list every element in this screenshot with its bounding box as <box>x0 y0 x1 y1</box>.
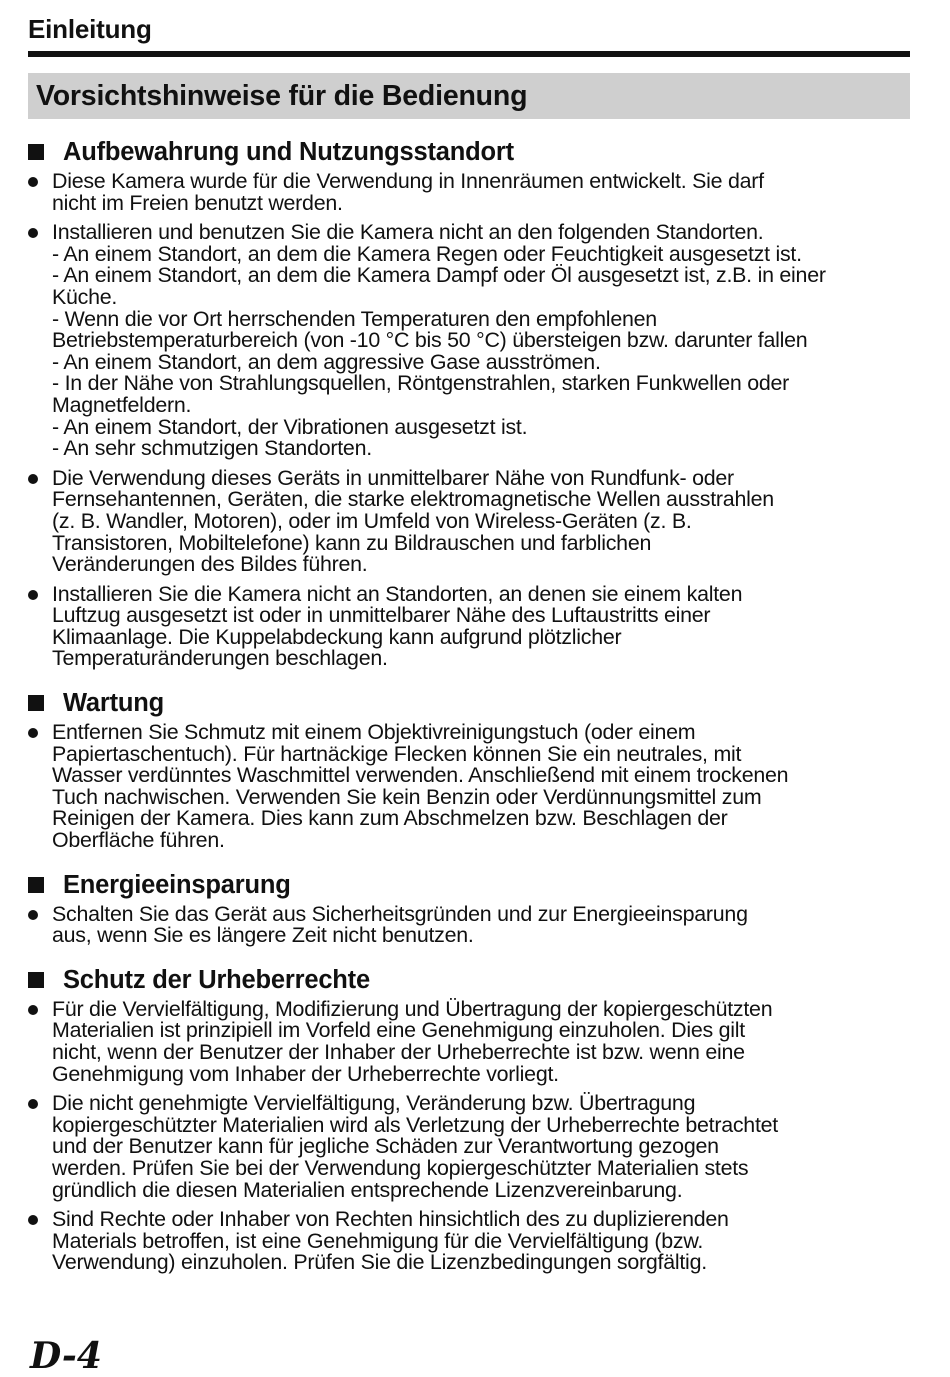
list-item-text: Installieren Sie die Kamera nicht an Standorten, an denen sie einem kalten Luftzug ausgesetzt ist oder in unmittelbarer Nähe des Luftaustritts einer Klimaanlage. Die Kuppelabdeckung kann aufgrund plötzlicher Temperaturänderungen beschlagen. <box>52 581 743 671</box>
list-item <box>28 901 910 948</box>
list-item-text: Diese Kamera wurde für die Verwendung in Innenräumen entwickelt. Sie darf nicht im Freien benutzt werden. <box>52 169 764 215</box>
list-item <box>28 222 910 460</box>
section-copyright <box>28 963 910 1274</box>
bullet-dot-icon <box>28 474 38 484</box>
section-heading <box>28 963 910 997</box>
list-item <box>28 465 910 577</box>
list-item-text: Schalten Sie das Gerät aus Sicherheitsgründen und zur Energieeinsparung aus, wenn Sie es längere Zeit nicht benutzen. <box>52 901 748 948</box>
square-bullet-icon <box>28 972 44 988</box>
bullet-dot-icon <box>28 590 38 600</box>
square-bullet-icon <box>28 144 44 160</box>
section-energy-saving <box>28 868 910 947</box>
page-title-bar <box>28 73 910 119</box>
list-item <box>28 1209 910 1274</box>
page-title: Vorsichtshinweise für die Bedienung <box>36 79 528 112</box>
bullet-dot-icon <box>28 1215 38 1225</box>
page-number: D-4 <box>30 1335 102 1377</box>
list-item <box>28 581 910 671</box>
section-storage-location <box>28 135 910 670</box>
section-heading <box>28 135 910 169</box>
section-heading-text: Energieeinsparung <box>63 870 291 899</box>
list-item-text: Entfernen Sie Schmutz mit einem Objektivreinigungstuch (oder einem Papiertaschentuch). Für hartnäckige Flecken können Sie ein neutrales, mit Wasser verdünntes Waschmittel verwenden. Anschließend mit einem trockenen Tuch nachwischen. Verwenden Sie kein Benzin oder Verdünnungsmittel zum Reinigen der Kamera. Dies kann zum Abschmelzen bzw. Beschlagen der Oberfläche führen. <box>52 720 789 853</box>
list-item <box>28 996 910 1086</box>
list-item-text: Für die Vervielfältigung, Modifizierung und Übertragung der kopiergeschützten Materialien ist prinzipiell im Vorfeld eine Genehmigung einzuholen. Dies gilt nicht, wenn der Benutzer der Inhaber der Urheberrechte ist bzw. wenn eine Genehmigung vom Inhaber der Urheberrechte vorliegt. <box>52 996 773 1086</box>
square-bullet-icon <box>28 695 44 711</box>
list-item-text: Installieren und benutzen Sie die Kamera nicht an den folgenden Standorten. - An einem Standort, an dem die Kamera Regen oder Feuchtigkeit ausgesetzt ist. - An einem Standort, an dem die Kamera Dampf oder Öl ausgesetzt ist, z.B. in einer Küche. - Wenn die vor Ort herrschenden Temperaturen den empfohlenen Betriebstemperaturbereich (von -10 °C bis 50 °C) übersteigen bzw. darunter fallen - An einem Standort, an dem aggressive Gase ausströmen. - In der Nähe von Strahlungsquellen, Röntgenstrahlen, starken Funkwellen oder Magnetfeldern. - An einem Standort, der Vibrationen ausgesetzt ist. - An sehr schmutzigen Standorten. <box>52 220 826 461</box>
header-rule <box>28 51 910 57</box>
section-heading <box>28 686 910 720</box>
bullet-dot-icon <box>28 1099 38 1109</box>
bullet-list <box>28 171 910 670</box>
bullet-dot-icon <box>28 177 38 187</box>
bullet-dot-icon <box>28 1005 38 1015</box>
section-heading-text: Wartung <box>63 689 165 718</box>
bullet-dot-icon <box>28 910 38 920</box>
section-heading <box>28 868 910 902</box>
list-item-text: Sind Rechte oder Inhaber von Rechten hinsichtlich des zu duplizierenden Materials betroffen, ist eine Genehmigung für die Vervielfältigung (bzw. Verwendung) einzuholen. Prüfen Sie die Lizenzbedingungen sorgfältig. <box>52 1207 729 1275</box>
list-item-text: Die nicht genehmigte Vervielfältigung, Veränderung bzw. Übertragung kopiergeschützter Materialien wird als Verletzung der Urheberrechte betrachtet und der Benutzer kann für jegliche Schäden zur Verantwortung gezogen werden. Prüfen Sie bei der Verwendung kopiergeschützter Materialien stets gründlich die diesen Materialien entsprechende Lizenzvereinbarung. <box>52 1091 778 1202</box>
list-item <box>28 722 910 852</box>
square-bullet-icon <box>28 877 44 893</box>
bullet-dot-icon <box>28 728 38 738</box>
section-heading-text: Aufbewahrung und Nutzungsstandort <box>63 138 514 166</box>
list-item <box>28 1093 910 1201</box>
section-maintenance <box>28 686 910 852</box>
bullet-list <box>28 996 910 1275</box>
list-item-text: Die Verwendung dieses Geräts in unmittelbarer Nähe von Rundfunk- oder Fernsehantennen, Geräten, die starke elektromagnetische Wellen ausstrahlen (z. B. Wandler, Motoren), oder im Umfeld von Wireless-Geräten (z. B. Transistoren, Mobiltelefone) kann zu Bildrauschen und farblichen Veränderungen des Bildes führen. <box>52 465 774 577</box>
bullet-dot-icon <box>28 228 38 238</box>
bullet-list <box>28 901 910 948</box>
bullet-list <box>28 722 910 852</box>
manual-page <box>28 12 910 1282</box>
section-heading-text: Schutz der Urheberrechte <box>63 965 370 994</box>
chapter-header: Einleitung <box>28 14 152 44</box>
list-item <box>28 171 910 214</box>
